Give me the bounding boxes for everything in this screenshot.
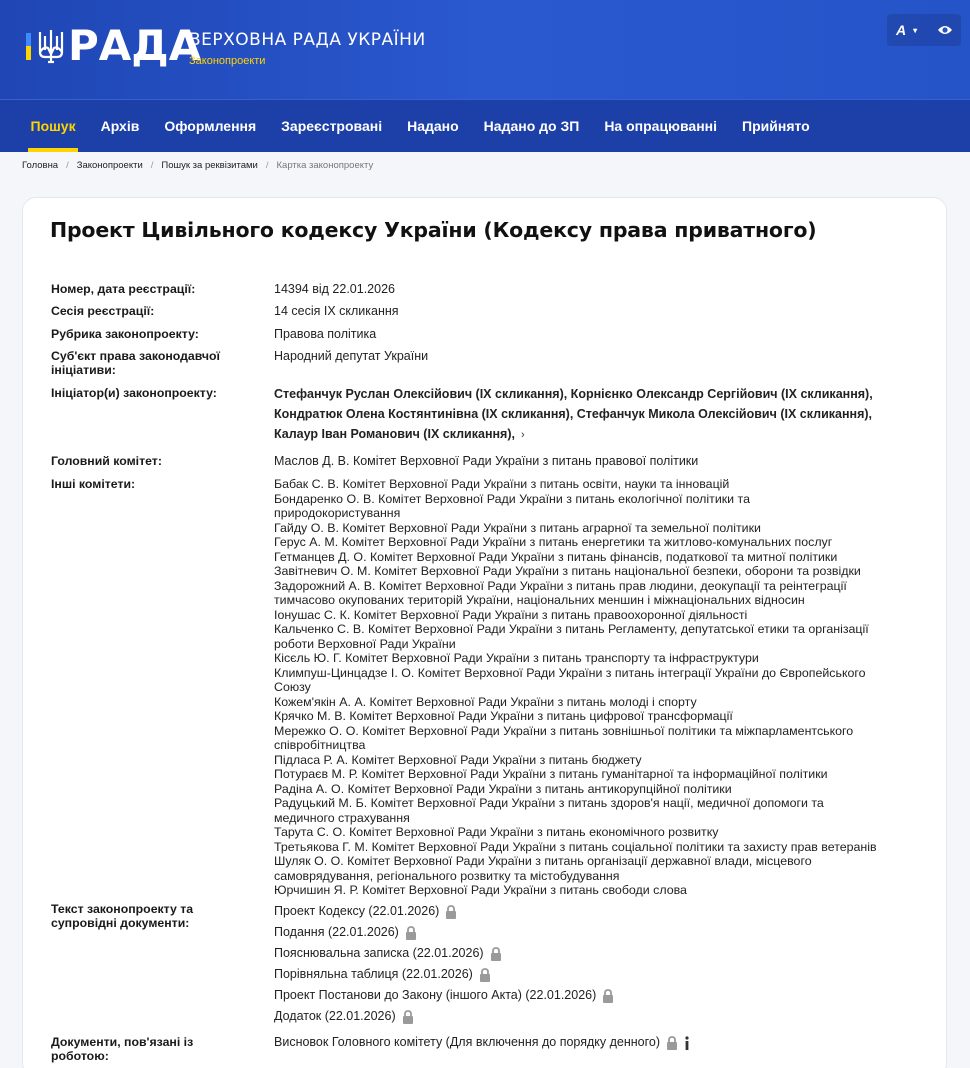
document-item[interactable]	[274, 922, 924, 943]
document-item[interactable]	[274, 901, 924, 922]
committee-line: Кісєль Ю. Г. Комітет Верховної Ради України з питань транспорту та інфраструктури	[274, 651, 759, 665]
committee-line: Гайду О. В. Комітет Верховної Ради України з питань аграрної та земельної політики	[274, 520, 761, 535]
committee-line: Климпуш-Цинцадзе І. О. Комітет Верховної Ради України з питань інтеграції України до Європейського	[274, 665, 866, 680]
committee-line: Союзу	[274, 680, 311, 694]
label-related: Документи, пов'язані із роботою:	[51, 1035, 194, 1063]
label-number: Номер, дата реєстрації:	[51, 282, 196, 296]
committee-line: Юрчишин Я. Р. Комітет Верховної Ради України з питань свободи слова	[274, 883, 687, 897]
lock-icon	[479, 968, 491, 982]
nav-item[interactable]: Надано	[407, 118, 459, 134]
committee-line: Третьякова Г. М. Комітет Верховної Ради України з питань соціальної політики та захисту прав ветеранів	[274, 839, 877, 854]
lock-icon	[405, 926, 417, 940]
committee-line: Гетманцев Д. О. Комітет Верховної Ради України з питань фінансів, податкової та митної політики	[274, 549, 838, 564]
nav-item[interactable]: Зареєстровані	[281, 118, 383, 134]
nav-items	[0, 100, 970, 152]
committee-line: Радуцький М. Б. Комітет Верховної Ради України з питань здоров'я нації, медичної допомоги та	[274, 796, 824, 810]
lock-icon	[490, 947, 502, 961]
document-title: Проект Постанови до Закону (іншого Акта) (22.01.2026)	[274, 988, 597, 1002]
initiators-line	[274, 424, 924, 445]
committee-line: роботи Верховної Ради України	[274, 636, 456, 651]
value-main-committee: Маслов Д. В. Комітет Верховної Ради України з питань правової політики	[274, 454, 699, 468]
accessibility-tools	[887, 14, 961, 46]
chevron-down-icon: ▾	[913, 25, 918, 35]
document-title: Пояснювальна записка (22.01.2026)	[274, 946, 484, 960]
breadcrumb-separator: /	[150, 160, 154, 171]
label-session: Сесія реєстрації:	[51, 304, 155, 318]
breadcrumb-item[interactable]: Пошук за реквізитами	[161, 160, 258, 171]
label-other-committees: Інші комітети:	[51, 477, 136, 491]
bill-title: Проект Цивільного кодексу України (Кодексу права приватного)	[50, 218, 817, 242]
initiators-line: Кондратюк Олена Костянтинівна (IX скликання), Стефанчук Микола Олексійович (IX скликання),	[274, 407, 873, 421]
font-size-dropdown[interactable]	[896, 22, 917, 38]
font-size-label: A	[896, 22, 907, 38]
nav-item[interactable]: Архів	[100, 118, 140, 134]
committee-line: Підласа Р. А. Комітет Верховної Ради України з питань бюджету	[274, 752, 642, 767]
committee-line: Радіна А. О. Комітет Верховної Ради України з питань антикорупційної політики	[274, 781, 732, 796]
committee-line: Герус А. М. Комітет Верховної Ради України з питань енергетики та житлово-комунальних послуг	[274, 535, 833, 549]
committee-line: Бабак С. В. Комітет Верховної Ради України з питань освіти, науки та інновацій	[274, 477, 730, 491]
flag-stripe-icon	[26, 33, 31, 60]
lock-icon	[666, 1036, 678, 1050]
committee-line: Потураєв М. Р. Комітет Верховної Ради України з питань гуманітарної та інформаційної політики	[274, 767, 828, 781]
documents-list	[274, 901, 924, 1027]
committee-line: медичного страхування	[274, 810, 410, 825]
related-document-title: Висновок Головного комітету (Для включення до порядку денного)	[274, 1035, 661, 1049]
site-subtitle: Законопроекти	[189, 55, 266, 67]
breadcrumb-item: Картка законопроекту	[276, 160, 374, 171]
nav-item[interactable]: Прийнято	[742, 118, 810, 134]
committee-line: співробітництва	[274, 738, 366, 752]
nav-item[interactable]: Пошук	[18, 100, 88, 152]
document-title: Проект Кодексу (22.01.2026)	[274, 904, 440, 918]
label-subject: Суб'єкт права законодавчої ініціативи:	[51, 349, 220, 377]
label-main-committee: Головний комітет:	[51, 454, 162, 468]
initiators-line-text: Калаур Іван Романович (IX скликання),	[274, 427, 515, 441]
site-header	[0, 0, 970, 99]
bill-card	[22, 197, 947, 1068]
lock-icon	[602, 989, 614, 1003]
nav-item[interactable]: На опрацюванні	[604, 118, 718, 134]
committee-line: Іонушас С. К. Комітет Верховної Ради України з питань правоохоронної діяльності	[274, 607, 748, 622]
site-title: ВЕРХОВНА РАДА УКРАЇНИ	[189, 30, 426, 50]
main-nav	[0, 99, 970, 152]
committee-line: Кожем'якін А. А. Комітет Верховної Ради України з питань молоді і спорту	[274, 694, 697, 709]
document-item[interactable]	[274, 943, 924, 964]
breadcrumb-separator: /	[66, 160, 69, 171]
nav-item[interactable]: Оформлення	[164, 118, 257, 134]
label-documents: Текст законопроекту та супровідні документи:	[51, 902, 194, 930]
site-title-block	[189, 30, 426, 67]
info-icon[interactable]	[683, 1036, 691, 1050]
eye-icon[interactable]	[937, 24, 953, 36]
lock-icon	[402, 1010, 414, 1024]
trident-icon	[36, 26, 66, 66]
document-title: Подання (22.01.2026)	[274, 925, 399, 939]
value-number: 14394 від 22.01.2026	[274, 282, 395, 296]
label-rubric: Рубрика законопроекту:	[51, 327, 199, 341]
committee-line: Задорожний А. В. Комітет Верховної Ради України з питань прав людини, деокупації та реінтеграції	[274, 578, 847, 593]
other-committees-list	[274, 477, 924, 898]
document-item[interactable]	[274, 985, 924, 1006]
initiators-line: Стефанчук Руслан Олексійович (IX скликання), Корнієнко Олександр Сергійович (IX скликання),	[274, 387, 873, 401]
logo-wordmark: РАДА	[68, 21, 202, 70]
initiators-list	[274, 384, 924, 445]
related-documents-list	[274, 1032, 924, 1053]
lock-icon	[445, 905, 457, 919]
rada-logo[interactable]	[26, 21, 202, 70]
label-initiators: Ініціатор(и) законопроекту:	[51, 386, 217, 400]
committee-line: Тарута С. О. Комітет Верховної Ради України з питань економічного розвитку	[274, 825, 719, 839]
related-document-item[interactable]	[274, 1032, 924, 1053]
committee-line: Крячко М. В. Комітет Верховної Ради України з питань цифрової трансформації	[274, 709, 733, 723]
document-title: Додаток (22.01.2026)	[274, 1009, 396, 1023]
committee-line: Шуляк О. О. Комітет Верховної Ради України з питань організації державної влади, місцевого	[274, 854, 812, 868]
value-subject: Народний депутат України	[274, 349, 429, 363]
chevron-right-icon[interactable]: ›	[520, 429, 525, 441]
document-title: Порівняльна таблиця (22.01.2026)	[274, 967, 473, 981]
breadcrumb-item[interactable]: Законопроекти	[76, 160, 143, 171]
committee-line: Бондаренко О. В. Комітет Верховної Ради України з питань екологічної політики та	[274, 491, 750, 506]
breadcrumb-separator: /	[265, 160, 269, 171]
committee-line: природокористування	[274, 506, 401, 520]
committee-line: тимчасово окупованих територій України, національних меншин і міжнаціональних відносин	[274, 593, 805, 607]
value-session: 14 сесія IX скликання	[274, 304, 399, 318]
document-item[interactable]	[274, 1006, 924, 1027]
nav-item[interactable]: Надано до ЗП	[483, 118, 580, 134]
breadcrumb	[22, 160, 373, 171]
value-rubric: Правова політика	[274, 327, 377, 341]
committee-line: Завітневич О. М. Комітет Верховної Ради України з питань національної безпеки, оборони та розвідки	[274, 564, 861, 578]
committee-line: самоврядування, регіонального розвитку та містобудування	[274, 868, 620, 883]
breadcrumb-item[interactable]: Головна	[22, 160, 59, 171]
document-item[interactable]	[274, 964, 924, 985]
committee-line: Мережко О. О. Комітет Верховної Ради України з питань зовнішньої політики та міжпарламентського	[274, 723, 854, 738]
committee-line: Кальченко С. В. Комітет Верховної Ради України з питань Регламенту, депутатської етики та організації	[274, 622, 869, 636]
